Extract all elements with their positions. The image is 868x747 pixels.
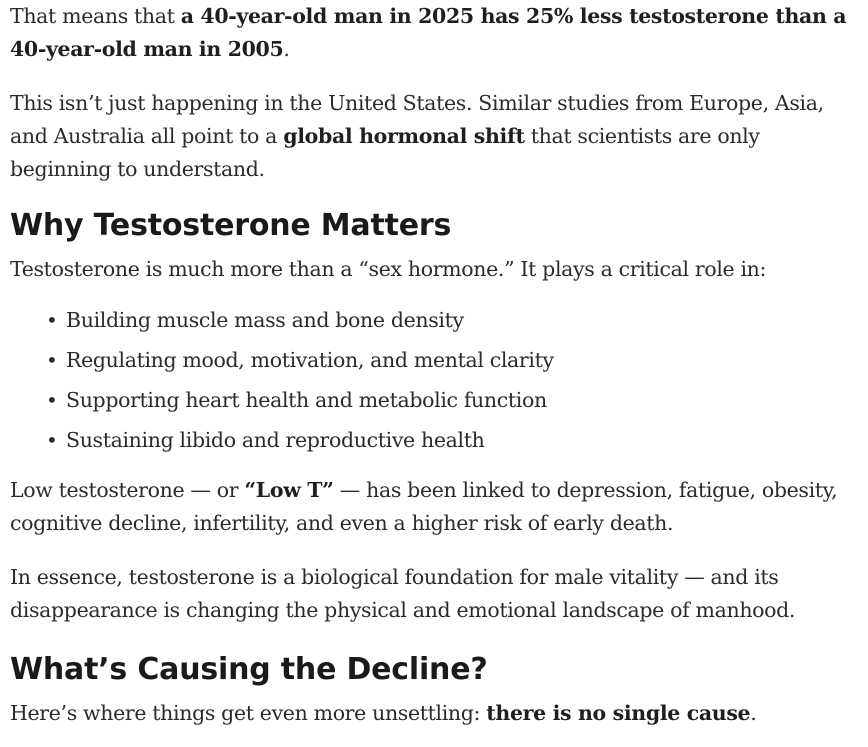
list-item bbox=[46, 380, 858, 420]
paragraph-global-shift bbox=[10, 87, 858, 186]
list-item-text: Regulating mood, motivation, and mental clarity bbox=[66, 348, 554, 372]
bullet-icon: • bbox=[46, 428, 58, 452]
list-item-text: Supporting heart health and metabolic function bbox=[66, 388, 547, 412]
text: This isn’t just happening in the United States. Similar studies from Europe, Asia, and Australia all point to a bbox=[10, 91, 824, 148]
text: . bbox=[283, 37, 290, 61]
bullet-icon: • bbox=[46, 388, 58, 412]
bold-text: there is no single cause bbox=[486, 701, 751, 725]
heading-why-testosterone-matters: Why Testosterone Matters bbox=[10, 208, 452, 243]
paragraph-testosterone-comparison bbox=[10, 0, 858, 66]
paragraph-no-single-cause bbox=[10, 697, 858, 730]
text: . bbox=[750, 701, 757, 725]
list-item bbox=[46, 340, 858, 380]
list-item bbox=[46, 300, 858, 340]
bold-text: a 40-year-old man in 2025 has 25% less testosterone than a 40-year-old man in 2005 bbox=[10, 4, 847, 61]
roles-list bbox=[10, 300, 858, 460]
bullet-icon: • bbox=[46, 308, 58, 332]
bullet-icon: • bbox=[46, 348, 58, 372]
text: Low testosterone — or bbox=[10, 478, 245, 502]
list-item-text: Sustaining libido and reproductive health bbox=[66, 428, 485, 452]
paragraph-in-essence: In essence, testosterone is a biological foundation for male vitality — and its disappearance is changing the physical and emotional landscape of manhood. bbox=[10, 565, 796, 622]
text: That means that bbox=[10, 4, 181, 28]
text: — has been linked to depression, fatigue, obesity, cognitive decline, infertility, and even a higher risk of early death. bbox=[10, 478, 838, 535]
list-item-text: Building muscle mass and bone density bbox=[66, 308, 464, 332]
text: that scientists are only beginning to understand. bbox=[10, 124, 760, 181]
paragraph-low-t bbox=[10, 474, 858, 540]
text: Here’s where things get even more unsettling: bbox=[10, 701, 487, 725]
heading-whats-causing-decline: What’s Causing the Decline? bbox=[10, 652, 488, 687]
bold-text: global hormonal shift bbox=[283, 124, 525, 148]
paragraph-intro-roles: Testosterone is much more than a “sex hormone.” It plays a critical role in: bbox=[10, 257, 767, 281]
bold-text: “Low T” bbox=[244, 478, 334, 502]
list-item bbox=[46, 420, 858, 460]
